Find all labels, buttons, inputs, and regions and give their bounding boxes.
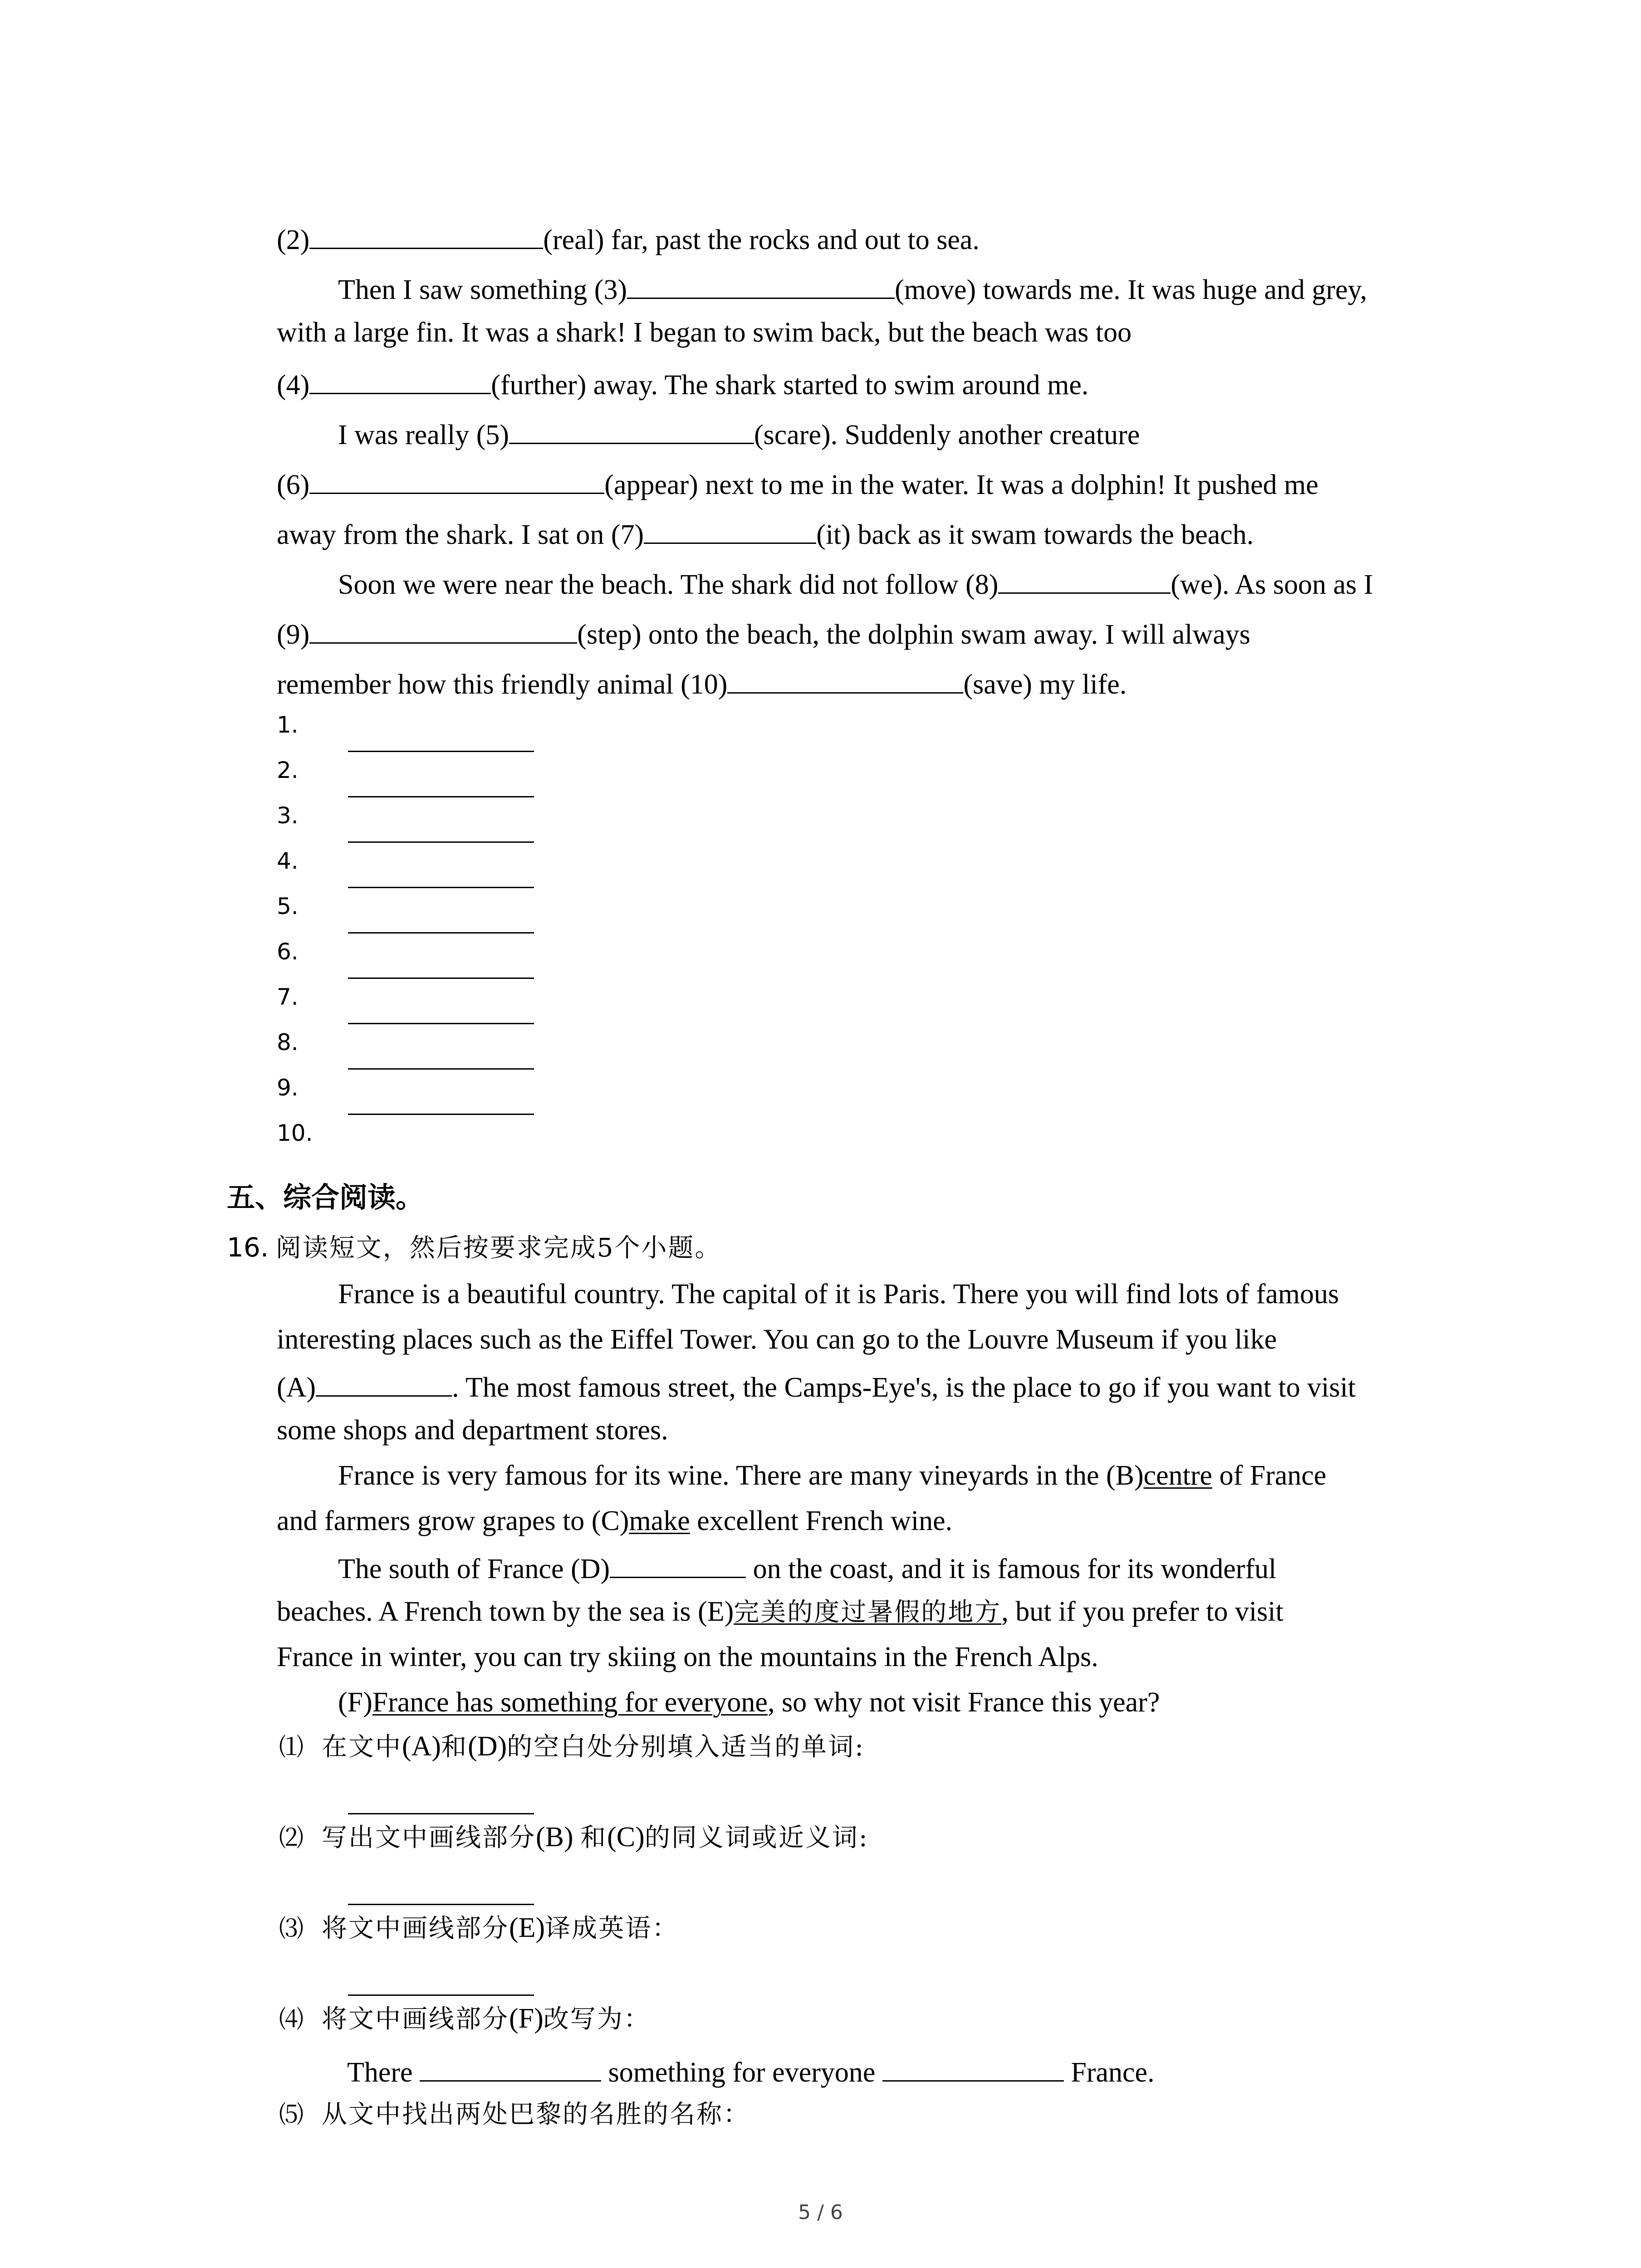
answer-line-8[interactable] [348, 1068, 534, 1070]
text: remember how this friendly animal (10) [277, 669, 728, 700]
answer-number-9: 9. [277, 1075, 299, 1101]
text: (A) [277, 1372, 316, 1403]
subquestion-2 [279, 1821, 869, 1854]
text: 的同义词或近义词: [644, 1823, 869, 1853]
blank-8[interactable] [998, 566, 1171, 594]
text: (save) my life. [963, 669, 1127, 700]
text: (appear) next to me in the water. It was a dolphin! It pushed me [604, 469, 1318, 500]
text: (scare). Suddenly another creature [754, 420, 1140, 450]
answer-line-7[interactable] [348, 1023, 534, 1024]
answer-number-8: 8. [277, 1029, 299, 1056]
blank-7[interactable] [644, 516, 816, 544]
passage2-p3-line-1 [338, 1550, 1276, 1585]
text: 将文中画线部分 [322, 1914, 509, 1943]
text: excellent French wine. [690, 1505, 953, 1536]
text: (B) [536, 1822, 581, 1853]
passage2-p4-line-1 [338, 1686, 1160, 1718]
text: of France [1212, 1460, 1327, 1491]
text: I was really (5) [338, 420, 509, 450]
answer-number-6: 6. [277, 938, 299, 965]
subquestion-label: ⑵ [279, 1823, 304, 1852]
subquestion-3 [279, 1912, 679, 1945]
text: on the coast, and it is famous for its wonderful [746, 1554, 1277, 1584]
blank-6[interactable] [309, 466, 604, 494]
underlined-F: France has something for everyone [372, 1687, 768, 1718]
answer-line-4[interactable] [348, 887, 534, 888]
rewrite-line [347, 2054, 1155, 2088]
text: France in winter, you can try skiing on the mountains in the French Alps. [277, 1642, 1098, 1672]
passage1-line-5 [338, 416, 1140, 451]
text: (further) away. The shark started to swim around me. [491, 370, 1089, 401]
answer-number-7: 7. [277, 984, 299, 1010]
passage2-p1-line-1 [338, 1278, 1339, 1310]
text: (E) [509, 1912, 545, 1943]
passage2-p1-line-2 [277, 1324, 1277, 1355]
text: (real) far, past the rocks and out to sea. [543, 225, 980, 255]
answer-number-2: 2. [277, 757, 299, 783]
passage2-p2-line-2 [277, 1505, 952, 1537]
text: 写出文中画线部分 [322, 1823, 536, 1853]
passage2-p2-line-1 [338, 1460, 1326, 1491]
text: (F) [509, 2003, 544, 2034]
blank-4[interactable] [309, 367, 491, 394]
text: Then I saw something (3) [338, 274, 627, 305]
answer-line-2[interactable] [348, 796, 534, 797]
text: . The most famous street, the Camps-Eye's, is the place to go if you want to visit [452, 1372, 1356, 1403]
text: something for everyone [608, 2057, 876, 2088]
section-title: 五、综合阅读。 [227, 1181, 424, 1214]
text: (it) back as it swam towards the beach. [816, 519, 1254, 550]
passage1-line-10 [277, 666, 1127, 700]
underlined-C: make [629, 1505, 690, 1536]
text: away from the shark. I sat on (7) [277, 519, 644, 550]
text: 的空白处分别填入适当的单词: [507, 1732, 865, 1762]
text: 和 [580, 1823, 607, 1853]
passage1-line-1 [277, 221, 980, 256]
text: (we). As soon as I [1171, 569, 1373, 600]
text: The south of France (D) [338, 1554, 610, 1584]
passage1-line-9 [277, 616, 1250, 650]
question-number: 16. [227, 1232, 269, 1263]
question-instruction: 阅读短文，然后按要求完成5个小题。 [275, 1233, 722, 1263]
text: (D) [468, 1731, 507, 1762]
answer-line-3[interactable] [348, 841, 534, 843]
passage1-line-6 [277, 466, 1318, 501]
answer-number-1: 1. [277, 712, 299, 738]
subquestion-1 [279, 1730, 865, 1763]
answer-number-10: 10. [277, 1120, 313, 1146]
passage1-line-2 [338, 271, 1367, 306]
text: 译成英语： [545, 1914, 679, 1943]
text: (F) [338, 1687, 372, 1718]
passage2-p3-line-2 [277, 1596, 1283, 1628]
underlined-B: centre [1143, 1460, 1213, 1491]
subquestion-5 [279, 2098, 750, 2131]
answer-line-9[interactable] [348, 1114, 534, 1115]
blank-5[interactable] [509, 416, 754, 444]
subquestion-label: ⑴ [279, 1733, 304, 1761]
subquestion-label: ⑸ [279, 2100, 304, 2129]
text: France is very famous for its wine. There are many vineyards in the (B) [338, 1460, 1144, 1491]
subquestion-label: ⑶ [279, 1914, 304, 1943]
text: interesting places such as the Eiffel Tower. You can go to the Louvre Museum if you like [277, 1324, 1277, 1355]
text: France. [1071, 2057, 1155, 2088]
blank-3[interactable] [627, 271, 895, 299]
text: beaches. A French town by the sea is (E) [277, 1596, 734, 1627]
answer-number-4: 4. [277, 848, 299, 874]
subquestion-1-answer-line[interactable] [348, 1813, 534, 1814]
passage1-line-8 [338, 566, 1373, 601]
subquestion-label: ⑷ [279, 2005, 304, 2033]
answer-line-1[interactable] [348, 751, 534, 752]
text: (4) [277, 370, 310, 401]
text: (C) [607, 1822, 645, 1853]
underlined-E: 完美的度过暑假的地方 [734, 1598, 1002, 1627]
blank-10[interactable] [727, 666, 963, 694]
blank-9[interactable] [309, 616, 577, 644]
text: France is a beautiful country. The capital of it is Paris. There you will find lots of famous [338, 1279, 1339, 1310]
text: with a large fin. It was a shark! I began to swim back, but the beach was too [277, 317, 1132, 348]
rewrite-blank-1[interactable] [420, 2054, 601, 2082]
text: some shops and department stores. [277, 1415, 668, 1446]
text: 将文中画线部分 [322, 2004, 509, 2034]
text: , but if you prefer to visit [1001, 1596, 1283, 1627]
rewrite-blank-2[interactable] [882, 2054, 1064, 2082]
answer-line-5[interactable] [348, 932, 534, 934]
page-number: 5 / 6 [798, 2201, 843, 2224]
text: There [347, 2057, 413, 2088]
blank-D[interactable] [610, 1550, 746, 1578]
passage2-p3-line-3 [277, 1641, 1098, 1673]
blank-A[interactable] [316, 1369, 452, 1397]
text: 改写为： [543, 2004, 651, 2034]
text: 从文中找出两处巴黎的名胜的名称： [322, 2100, 750, 2129]
text: Soon we were near the beach. The shark did not follow (8) [338, 569, 999, 600]
passage1-line-7 [277, 516, 1254, 551]
text: 和 [441, 1732, 468, 1762]
subquestion-2-answer-line[interactable] [348, 1904, 534, 1905]
question-16-header [227, 1232, 721, 1264]
text: (2) [277, 225, 310, 255]
blank-2[interactable] [309, 221, 543, 249]
text: (6) [277, 469, 310, 500]
subquestion-3-answer-line[interactable] [348, 1994, 534, 1996]
text: (A) [402, 1731, 441, 1762]
answer-line-6[interactable] [348, 978, 534, 979]
text: (move) towards me. It was huge and grey, [895, 274, 1367, 305]
passage2-p1-line-3 [277, 1369, 1356, 1403]
answer-number-3: 3. [277, 802, 299, 829]
subquestion-4 [279, 2003, 651, 2035]
text: 在文中 [322, 1732, 402, 1762]
answer-number-5: 5. [277, 893, 299, 919]
passage1-line-3 [277, 317, 1132, 348]
text: (step) onto the beach, the dolphin swam away. I will always [577, 619, 1250, 650]
passage2-p1-line-4 [277, 1414, 668, 1446]
text: , so why not visit France this year? [767, 1687, 1160, 1718]
passage1-line-4 [277, 367, 1088, 401]
text: and farmers grow grapes to (C) [277, 1505, 629, 1536]
text: (9) [277, 619, 310, 650]
